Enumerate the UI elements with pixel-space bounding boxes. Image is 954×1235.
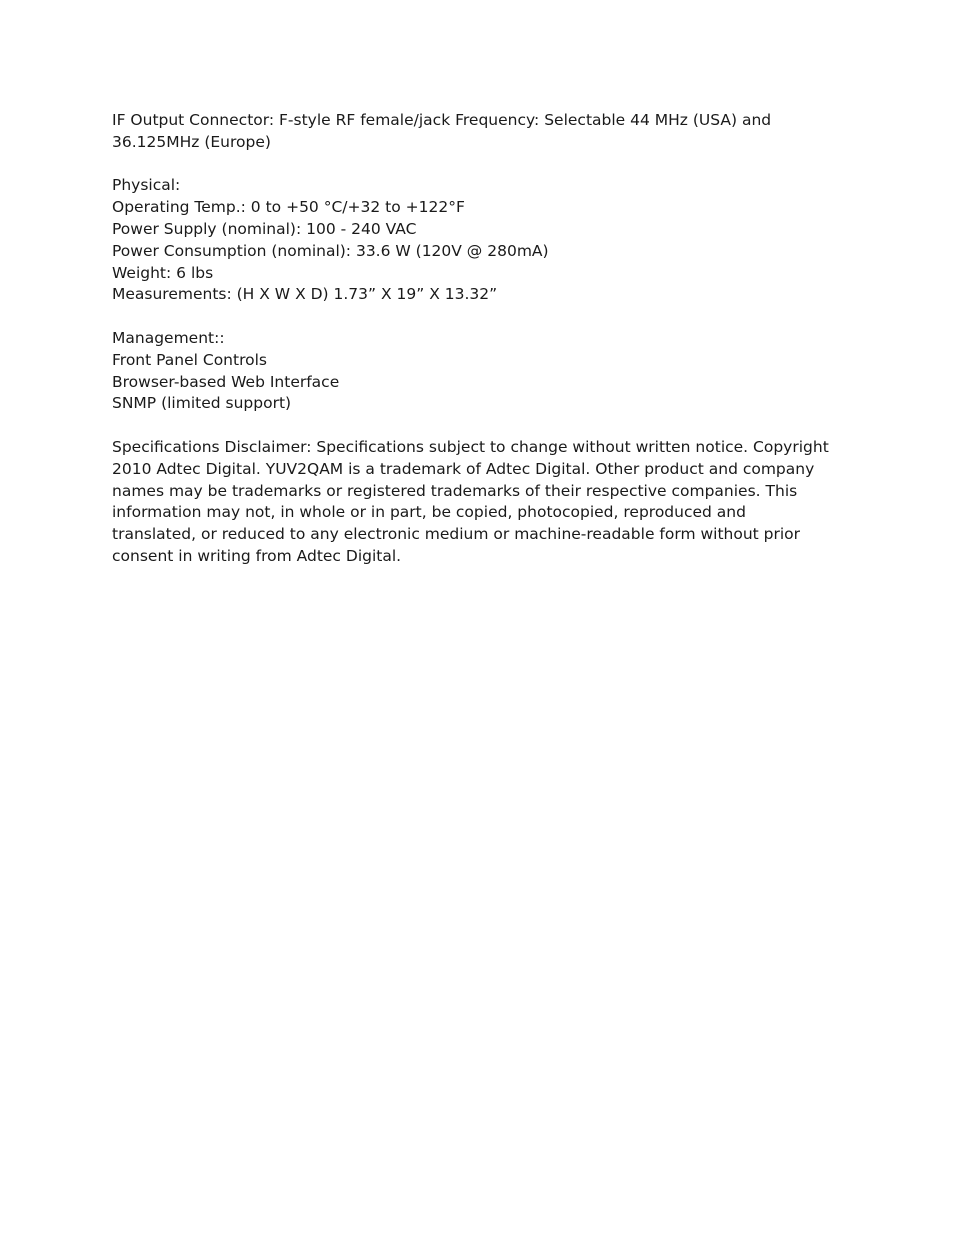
disclaimer-line: 2010 Adtec Digital. YUV2QAM is a trademark of Adtec Digital. Other product and company	[112, 459, 815, 478]
if-output-line: 36.125MHz (Europe)	[112, 132, 271, 151]
disclaimer-line: consent in writing from Adtec Digital.	[112, 546, 402, 565]
management-heading: Management::	[112, 328, 225, 347]
physical-item: Weight: 6 lbs	[112, 263, 214, 282]
management-item: Front Panel Controls	[112, 350, 267, 369]
disclaimer-line: translated, or reduced to any electronic medium or machine-readable form without prior	[112, 525, 801, 544]
management-item: SNMP (limited support)	[112, 394, 292, 413]
physical-item: Power Supply (nominal): 100 - 240 VAC	[112, 219, 417, 238]
physical-item: Power Consumption (nominal): 33.6 W (120V @ 280mA)	[112, 241, 549, 260]
management-section	[112, 328, 847, 415]
management-item: Browser-based Web Interface	[112, 372, 340, 391]
physical-heading: Physical:	[112, 176, 181, 195]
disclaimer-line: Specifications Disclaimer: Specifications subject to change without written notice. Copyright	[112, 437, 829, 456]
if-output-line: IF Output Connector: F-style RF female/jack Frequency: Selectable 44 MHz (USA) and	[112, 111, 772, 129]
document-page	[112, 110, 847, 590]
disclaimer-line: information may not, in whole or in part, be copied, photocopied, reproduced and	[112, 503, 746, 522]
disclaimer-paragraph	[112, 437, 847, 568]
physical-item: Operating Temp.: 0 to +50 °C/+32 to +122°F	[112, 198, 465, 217]
physical-section	[112, 175, 847, 306]
disclaimer-line: names may be trademarks or registered trademarks of their respective companies. This	[112, 481, 798, 500]
physical-item: Measurements: (H X W X D) 1.73” X 19” X 13.32”	[112, 285, 498, 304]
if-output-paragraph	[112, 110, 847, 154]
